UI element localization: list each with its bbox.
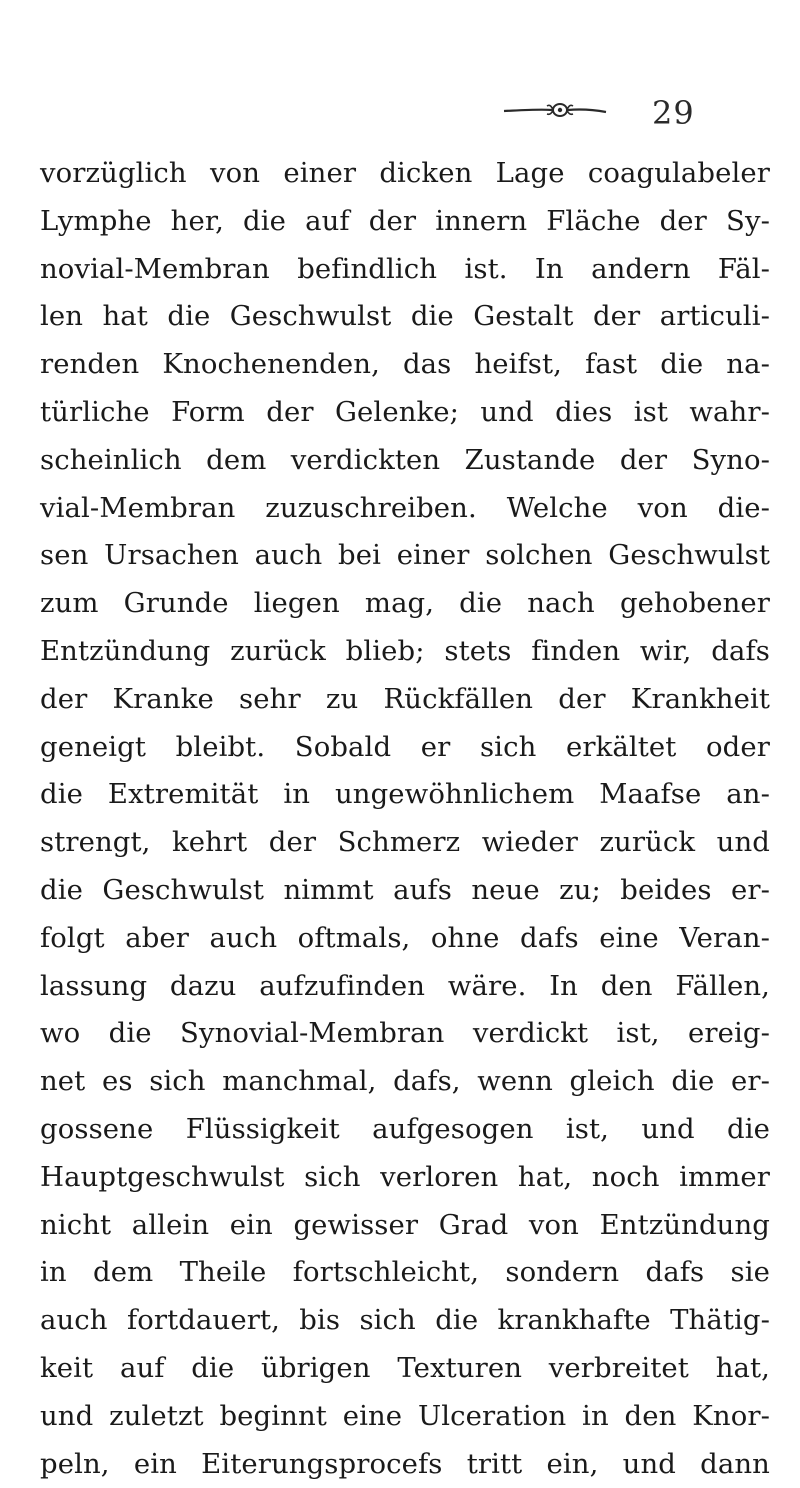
text-line: in dem Theile fortschleicht, sondern dafs sie	[40, 1256, 770, 1289]
text-line: scheinlich dem verdickten Zustande der Syno-	[40, 443, 770, 476]
text-line: der Kranke sehr zu Rückfällen der Krankheit	[40, 682, 770, 715]
body-text	[40, 150, 770, 1488]
ornament-rule-icon	[500, 98, 610, 122]
text-line: türliche Form der Gelenke; und dies ist wahr-	[40, 395, 770, 428]
text-line: peln, ein Eiterungsprocefs tritt ein, und dann	[40, 1447, 770, 1480]
text-line: auch fortdauert, bis sich die krankhafte Thätig-	[40, 1304, 770, 1337]
text-line: vorzüglich von einer dicken Lage coagulabeler	[40, 157, 770, 189]
page-number: 29	[652, 94, 695, 132]
text-line: zum Grunde liegen mag, die nach gehobener	[40, 587, 770, 620]
text-line: vial-Membran zuzuschreiben. Welche von die-	[40, 491, 770, 524]
text-line: keit auf die übrigen Texturen verbreitet hat,	[40, 1351, 770, 1384]
text-line: Lymphe her, die auf der innern Fläche der Sy-	[40, 204, 770, 237]
text-line: Hauptgeschwulst sich verloren hat, noch immer	[40, 1160, 770, 1193]
text-line: nicht allein ein gewisser Grad von Entzündung	[40, 1208, 770, 1241]
text-line: Entzündung zurück blieb; stets finden wir, dafs	[40, 634, 770, 667]
text-line: strengt, kehrt der Schmerz wieder zurück und	[40, 826, 770, 859]
text-line: gossene Flüssigkeit aufgesogen ist, und die	[40, 1112, 770, 1145]
text-line: net es sich manchmal, dafs, wenn gleich die er-	[40, 1065, 770, 1098]
text-line: renden Knochenenden, das heifst, fast die na-	[40, 348, 770, 381]
text-line: len hat die Geschwulst die Gestalt der articuli-	[40, 300, 770, 333]
text-line: folgt aber auch oftmals, ohne dafs eine Veran-	[40, 921, 770, 954]
text-line: sen Ursachen auch bei einer solchen Geschwulst	[40, 539, 770, 572]
text-line: novial-Membran befindlich ist. In andern Fäl-	[40, 252, 770, 285]
text-line: die Geschwulst nimmt aufs neue zu; beides er-	[40, 873, 770, 906]
text-line: wo die Synovial-Membran verdickt ist, ereig-	[40, 1017, 770, 1050]
text-line: geneigt bleibt. Sobald er sich erkältet oder	[40, 730, 770, 763]
page-header	[0, 96, 800, 136]
text-line: lassung dazu aufzufinden wäre. In den Fällen,	[40, 969, 770, 1002]
text-line: die Extremität in ungewöhnlichem Maafse an-	[40, 778, 770, 811]
text-line: und zuletzt beginnt eine Ulceration in den Knor-	[40, 1399, 770, 1432]
